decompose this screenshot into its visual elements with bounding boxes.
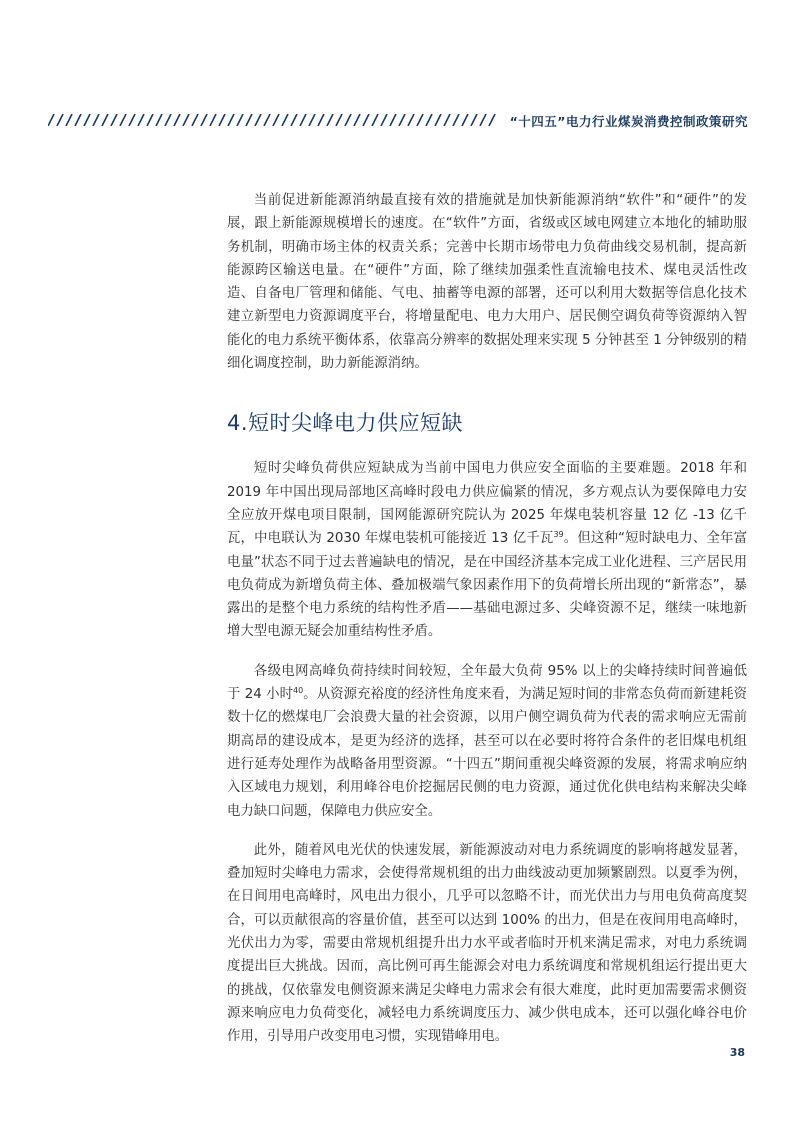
hatch-stroke <box>174 114 180 126</box>
page-number: 38 <box>729 1046 745 1059</box>
section-heading: 4.短时尖峰电力供应短缺 <box>227 411 464 436</box>
hatch-stroke <box>273 114 279 126</box>
hatch-stroke <box>129 114 135 126</box>
paragraph-2 <box>227 457 747 643</box>
hatch-stroke <box>192 114 198 126</box>
hatch-stroke <box>75 114 81 126</box>
hatch-stroke <box>102 114 108 126</box>
hatch-stroke <box>480 114 486 126</box>
hatch-stroke <box>453 114 459 126</box>
hatch-stroke <box>372 114 378 126</box>
hatch-stroke <box>57 114 63 126</box>
paragraph-3-part-b: 。从资源充裕度的经济性角度来看，为满足短时间的非常态负荷而新建耗资数十亿的燃煤电厂会浪费大量的社会资源，以用户侧空调负荷为代表的需求响应无需前期高昂的建设成本，是更为经济的选择，甚至可以在必要时将符合条件的老旧煤电机组进行延寿处理作为战略备用型资源。“十四五”期间重视尖峰资源的发展，将需求响应纳入区域电力规划，利用峰谷电价挖掘居民侧的电力资源，通过优化供电结构来解决尖峰电力缺口问题，保障电力供应安全。 <box>227 687 747 819</box>
hatch-stroke <box>147 114 153 126</box>
paragraph-2-part-a: 短时尖峰负荷供应短缺成为当前中国电力供应安全面临的主要难题。2018 年和 2019 年中国出现局部地区高峰时段电力供应偏紧的情况，多方观点认为要保障电力安全应放开煤电项目限制，国网能源研究院认为 2025 年煤电装机容量 12 亿 -13 亿千瓦，中电联认为 2030 年煤电装机可能接近 13 亿千瓦 <box>227 461 747 547</box>
hatch-stroke <box>138 114 144 126</box>
paragraph-4: 此外，随着风电光伏的快速发展，新能源波动对电力系统调度的影响将越发显著，叠加短时尖峰电力需求，会使得常规机组的出力曲线波动更加频繁剧烈。以夏季为例，在日间用电高峰时，风电出力很小，几乎可以忽略不计，而光伏出力与用电负荷高度契合，可以贡献很高的容量价值，甚至可以达到 100% 的出力，但是在夜间用电高峰时，光伏出力为零，需要由常规机组提升出力水平或者临时开机来满足需求，对电力系统调度提出巨大挑战。因而，高比例可再生能源会对电力系统调度和常规机组运行提出更大的挑战，仅依靠发电侧资源来满足尖峰电力需求会有很大难度，此时更加需要需求侧资源来响应电力负荷变化，减轻电力系统调度压力、减少供电成本，还可以强化峰谷电价作用，引导用户改变用电习惯，实现错峰用电。 <box>227 842 747 1045</box>
footnote-ref-40[interactable]: 40 <box>293 686 304 696</box>
hatch-stroke <box>444 114 450 126</box>
hatch-stroke <box>363 114 369 126</box>
hatch-stroke <box>309 114 315 126</box>
hatch-stroke <box>291 114 297 126</box>
hatch-stroke <box>120 114 126 126</box>
hatch-stroke <box>300 114 306 126</box>
paragraph-1: 当前促进新能源消纳最直接有效的措施就是加快新能源消纳“软件”和“硬件”的发展，跟上新能源规模增长的速度。在“软件”方面，省级或区域电网建立本地化的辅助服务机制，明确市场主体的权责关系；完善中长期市场带电力负荷曲线交易机制，提高新能源跨区输送电量。在“硬件”方面，除了继续加强柔性直流输电技术、煤电灵活性改造、自备电厂管理和储能、气电、抽蓄等电源的部署，还可以利用大数据等信息化技术建立新型电力资源调度平台，将增量配电、电力大用户、居民侧空调负荷等资源纳入智能化的电力系统平衡体系，依靠高分辨率的数据处理来实现 5 分钟甚至 1 分钟级别的精细化调度控制，助力新能源消纳。 <box>227 193 747 372</box>
hatch-stroke <box>345 114 351 126</box>
hatch-stroke <box>318 114 324 126</box>
main-content <box>227 189 747 1049</box>
hatch-stroke <box>111 114 117 126</box>
hatch-stroke <box>426 114 432 126</box>
paragraph-3-part-a: 各级电网高峰负荷持续时间较短，全年最大负荷 95% 以上的尖峰持续时间普遍低于 24 小时 <box>227 663 747 703</box>
hatch-stroke <box>93 114 99 126</box>
hatch-stroke <box>264 114 270 126</box>
hatch-stroke <box>381 114 387 126</box>
hatch-stroke <box>282 114 288 126</box>
hatch-stroke <box>66 114 72 126</box>
hatch-stroke <box>417 114 423 126</box>
hatch-stroke <box>399 114 405 126</box>
paragraph-3 <box>227 660 747 823</box>
hatch-stroke <box>462 114 468 126</box>
hatch-stroke <box>354 114 360 126</box>
hatch-stroke <box>201 114 207 126</box>
hatch-stroke <box>237 114 243 126</box>
hatch-stroke <box>390 114 396 126</box>
hatch-stroke <box>246 114 252 126</box>
hatch-stroke <box>327 114 333 126</box>
hatch-stroke <box>219 114 225 126</box>
page-header <box>48 108 748 132</box>
hatch-stroke <box>336 114 342 126</box>
hatch-stroke <box>471 114 477 126</box>
hatch-stroke <box>408 114 414 126</box>
header-title: “十四五”电力行业煤炭消费控制政策研究 <box>509 114 748 129</box>
hatch-stroke <box>48 114 54 126</box>
footnote-ref-39[interactable]: 39 <box>553 530 564 540</box>
hatch-stroke <box>255 114 261 126</box>
hatch-stroke <box>210 114 216 126</box>
hatch-stroke <box>156 114 162 126</box>
hatch-stroke <box>84 114 90 126</box>
hatch-stroke <box>489 114 495 126</box>
hatch-stroke <box>165 114 171 126</box>
paragraph-2-part-b: 。但这种“短时缺电力、全年富电量”状态不同于过去普遍缺电的情况，是在中国经济基本完成工业化进程、三产居民用电负荷成为新增负荷主体、叠加极端气象因素作用下的负荷增长所出现的“新常态”，暴露出的是整个电力系统的结构性矛盾——基础电源过多、尖峰资源不足，继续一味地新增大型电源无疑会加重结构性矛盾。 <box>227 531 747 640</box>
hatch-stroke <box>183 114 189 126</box>
hatch-stroke <box>435 114 441 126</box>
hatch-decoration <box>48 114 498 126</box>
hatch-stroke <box>228 114 234 126</box>
